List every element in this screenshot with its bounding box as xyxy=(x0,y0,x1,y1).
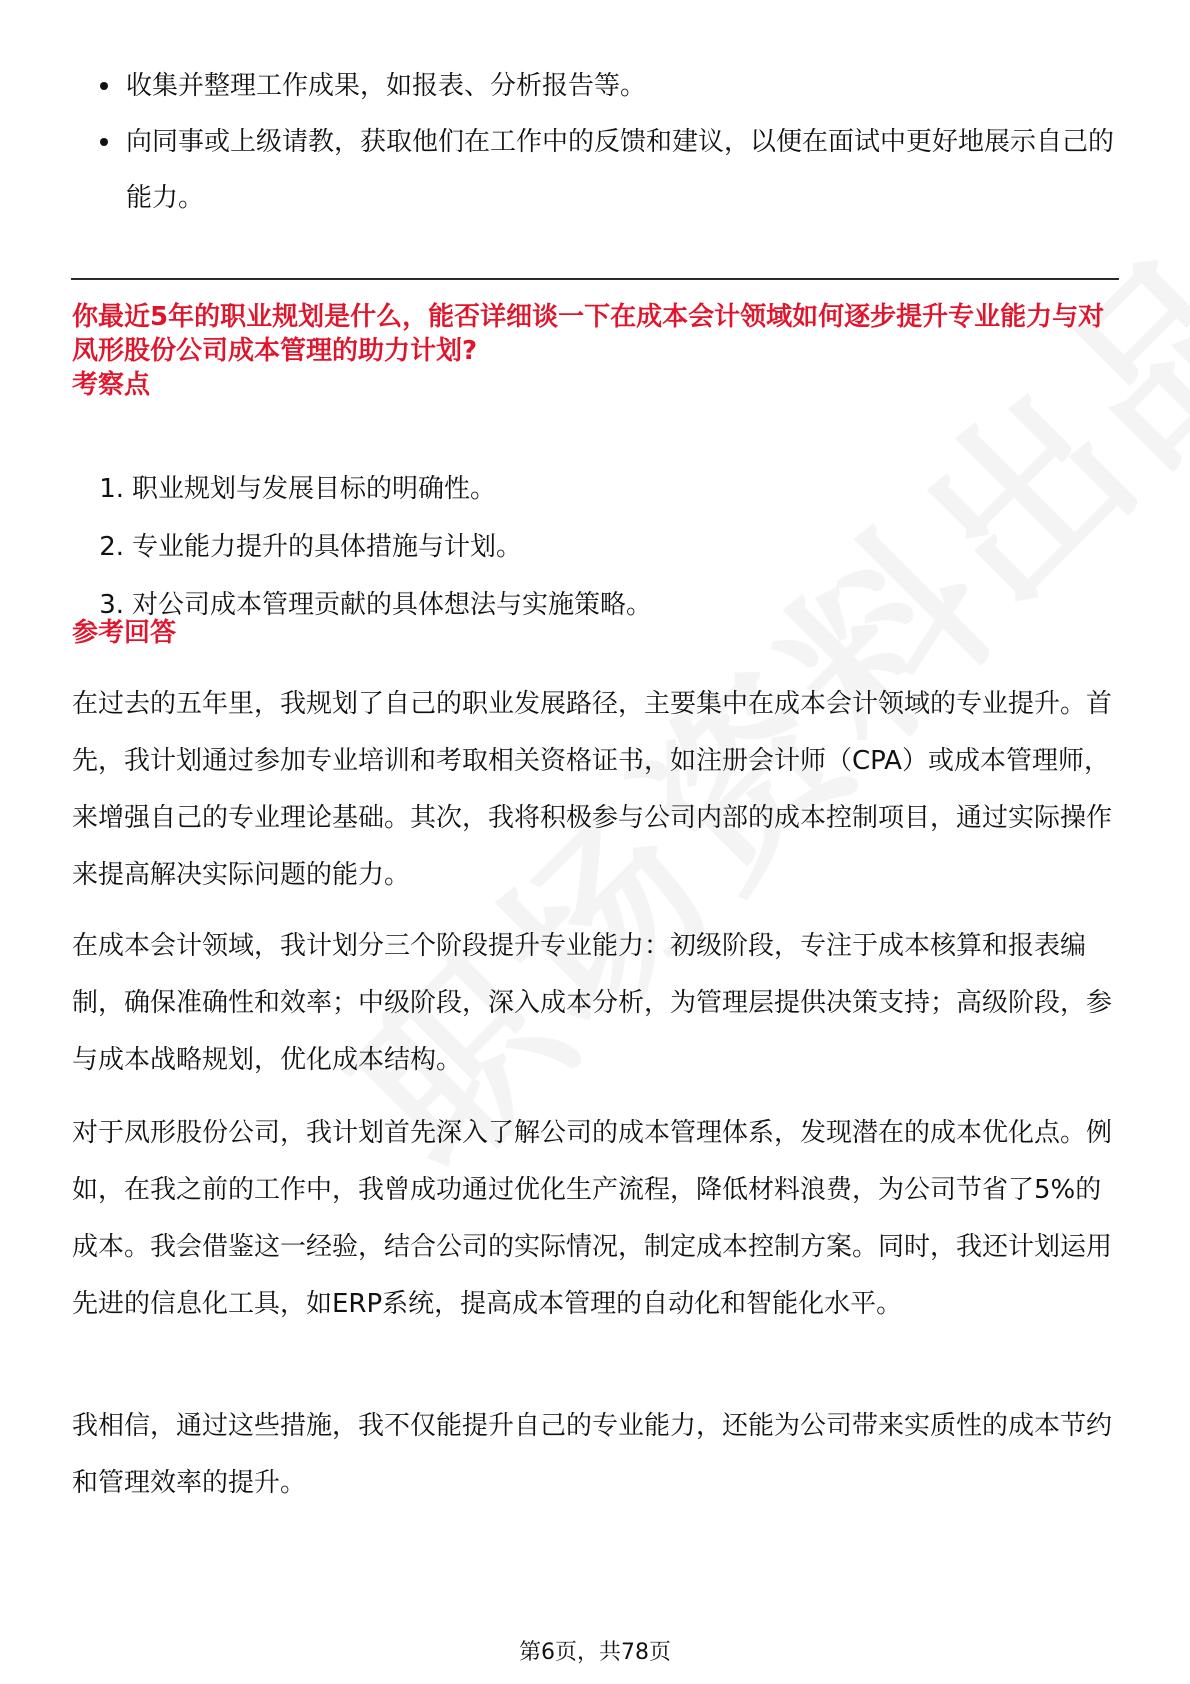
section-divider xyxy=(71,278,1119,280)
question-title: 你最近5年的职业规划是什么，能否详细谈一下在成本会计领域如何逐步提升专业能力与对凤形股份公司成本管理的助力计划? xyxy=(72,302,1105,366)
exam-point-number: 2. xyxy=(99,532,124,562)
exam-point-text: 专业能力提升的具体措施与计划。 xyxy=(132,532,523,562)
exam-point-item xyxy=(72,576,1120,634)
exam-point-number: 3. xyxy=(99,590,124,620)
exam-point-item xyxy=(72,460,1120,518)
exam-point-item xyxy=(72,518,1120,576)
answer-paragraph: 在成本会计领域，我计划分三个阶段提升专业能力：初级阶段，专注于成本核算和报表编制，确保准确性和效率；中级阶段，深入成本分析，为管理层提供决策支持；高级阶段，参与成本战略规划，优化成本结构。 xyxy=(72,931,1113,1075)
answer-paragraph: 对于凤形股份公司，我计划首先深入了解公司的成本管理体系，发现潜在的成本优化点。例如，在我之前的工作中，我曾成功通过优化生产流程，降低材料浪费，为公司节省了5%的成本。我会借鉴这一经验，结合公司的实际情况，制定成本控制方案。同时，我还计划运用先进的信息化工具，如ERP系统，提高成本管理的自动化和智能化水平。 xyxy=(72,1118,1113,1319)
answer-paragraph: 我相信，通过这些措施，我不仅能提升自己的专业能力，还能为公司带来实质性的成本节约和管理效率的提升。 xyxy=(72,1411,1113,1498)
exam-points-list xyxy=(72,460,1120,634)
exam-points-heading: 考察点 xyxy=(72,370,151,400)
answer-paragraph: 在过去的五年里，我规划了自己的职业发展路径，主要集中在成本会计领域的专业提升。首先，我计划通过参加专业培训和考取相关资格证书，如注册会计师（CPA）或成本管理师，来增强自己的专业理论基础。其次，我将积极参与公司内部的成本控制项目，通过实际操作来提高解决实际问题的能力。 xyxy=(72,689,1113,890)
exam-point-number: 1. xyxy=(99,474,124,504)
reference-answer-heading: 参考回答 xyxy=(72,618,177,648)
exam-point-text: 职业规划与发展目标的明确性。 xyxy=(132,474,497,504)
exam-point-text: 对公司成本管理贡献的具体想法与实施策略。 xyxy=(132,590,653,620)
bullet-item: 向同事或上级请教，获取他们在工作中的反馈和建议，以便在面试中更好地展示自己的能力。 xyxy=(100,114,1120,226)
bullet-list xyxy=(100,58,1120,226)
page-footer: 第6页，共78页 xyxy=(519,1640,671,1665)
bullet-item: 收集并整理工作成果，如报表、分析报告等。 xyxy=(100,58,1120,114)
